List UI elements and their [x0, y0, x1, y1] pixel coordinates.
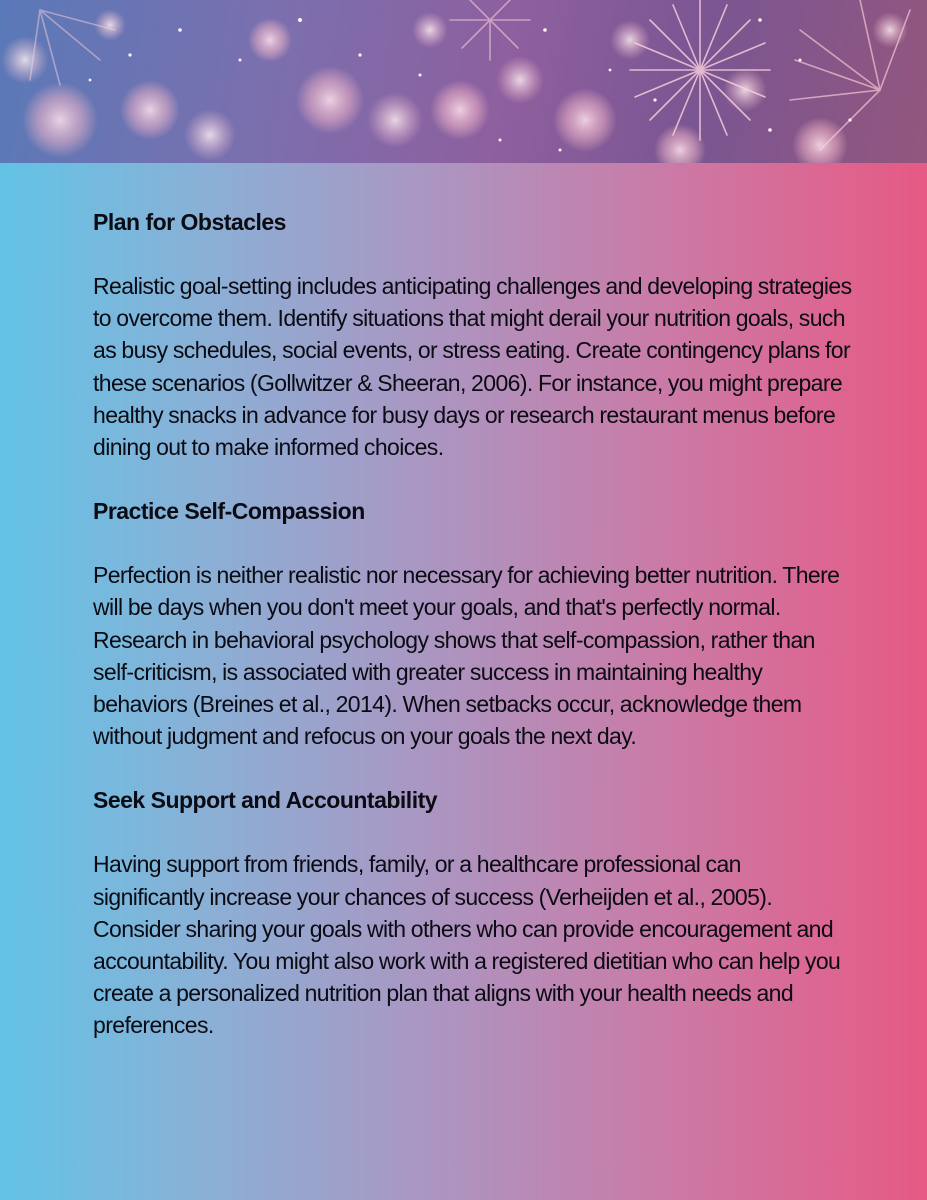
- bokeh-lights: [1, 9, 908, 163]
- section-body-support: Having support from friends, family, or a healthcare professional can significantly increase your chances of success (Verheijden et al., 2005). Consider sharing your goals with others who can provide encouragement and accountability. You might also work with a registered dietitian who can help you create a personalized nutrition plan that aligns with your health needs and preferences.: [93, 851, 841, 1039]
- section-body-obstacles: Realistic goal-setting includes anticipating challenges and developing strategies to overcome them. Identify situations that might derail your nutrition goals, such as busy schedules, social events, or stress eating. Create contingency plans for these scenarios (Gollwitzer & Sheeran, 2006). For instance, you might prepare healthy snacks in advance for busy days or research restaurant menus before dining out to make informed choices.: [93, 273, 852, 461]
- section-heading-support: Seek Support and Accountability: [93, 787, 438, 814]
- article-content: [93, 206, 853, 1074]
- section-heading-obstacles: Plan for Obstacles: [93, 209, 286, 235]
- gradient-page: [0, 163, 927, 1200]
- fireworks-banner-image: [0, 0, 927, 163]
- section-heading-self-compassion: Practice Self-Compassion: [93, 498, 365, 525]
- section-body-self-compassion: Perfection is neither realistic nor necessary for achieving better nutrition. There will be days when you don't meet your goals, and that's perfectly normal. Research in behavioral psychology shows that self-compassion, rather than self-criticism, is associated with greater success in maintaining healthy behaviors (Breines et al., 2014). When setbacks occur, acknowledge them without judgment and refocus on your goals the next day.: [93, 562, 840, 750]
